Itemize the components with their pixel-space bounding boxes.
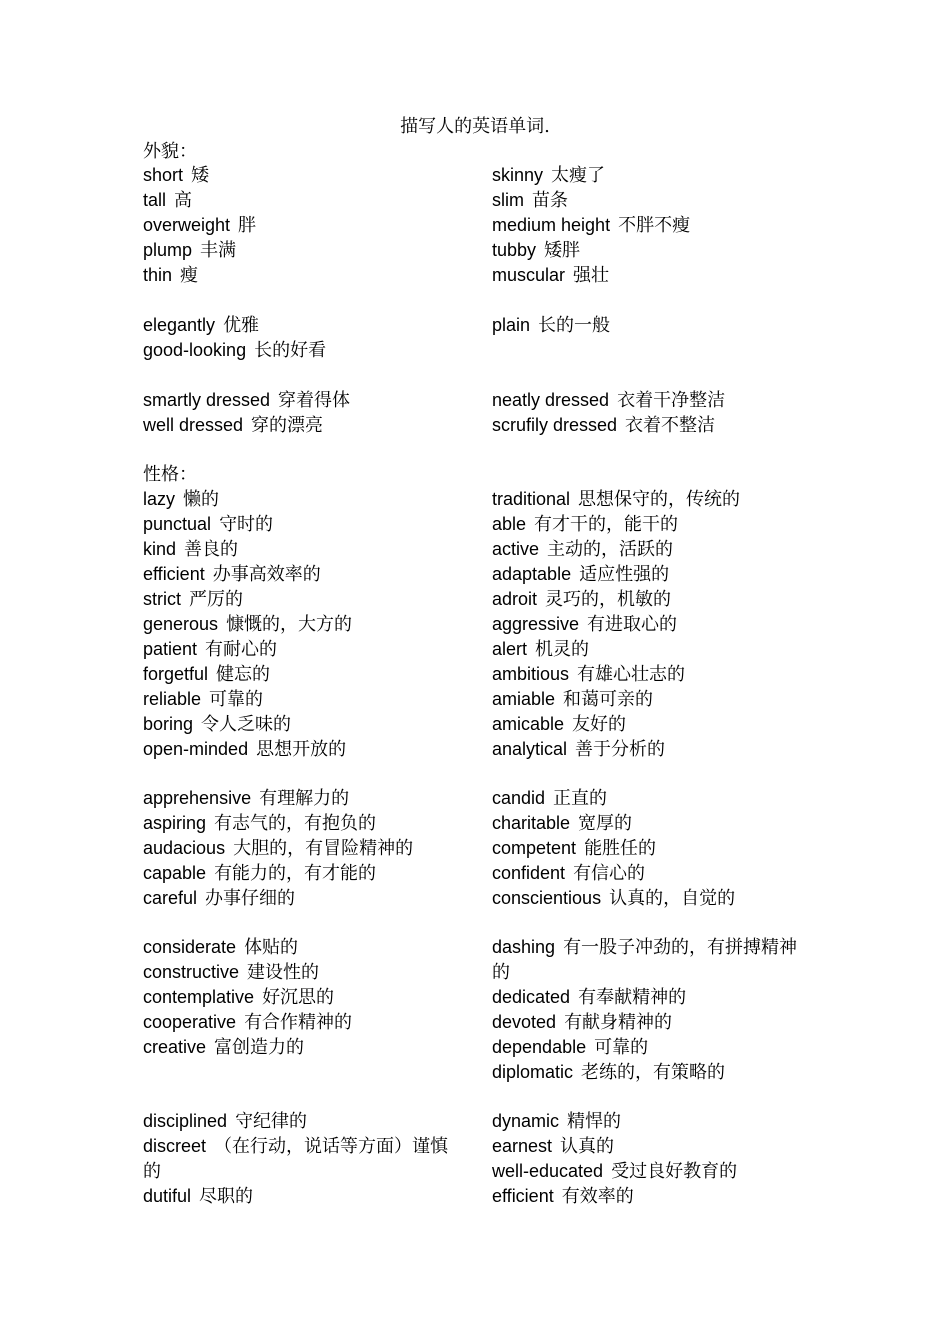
- chinese-meaning: 优雅: [223, 315, 260, 336]
- list-item: [492, 487, 807, 512]
- list-item: [143, 587, 463, 612]
- english-word: aggressive: [492, 614, 580, 634]
- chinese-meaning: 不胖不瘦: [618, 215, 691, 236]
- english-word: earnest: [492, 1136, 553, 1156]
- list-item: [143, 188, 463, 213]
- english-word: generous: [143, 614, 219, 634]
- list-item: [492, 637, 807, 662]
- list-item: [143, 487, 463, 512]
- chinese-meaning: 和蔼可亲的: [563, 689, 654, 710]
- list-item: [492, 537, 807, 562]
- list-item: [143, 786, 463, 811]
- english-word: capable: [143, 863, 207, 883]
- english-word: audacious: [143, 838, 226, 858]
- section-5-left-column: [143, 935, 463, 1060]
- english-word: patient: [143, 639, 198, 659]
- chinese-meaning: 强壮: [573, 265, 610, 286]
- list-item: [143, 861, 463, 886]
- list-item: [143, 1109, 463, 1134]
- english-word: constructive: [143, 962, 240, 982]
- chinese-meaning: 穿着得体: [278, 390, 351, 411]
- section-1-right-column: [492, 313, 807, 338]
- list-item: [143, 712, 463, 737]
- english-word: muscular: [492, 265, 566, 285]
- chinese-meaning: 有理解力的: [259, 788, 350, 809]
- english-word: plain: [492, 315, 531, 335]
- chinese-meaning: 有合作精神的: [244, 1012, 353, 1033]
- list-item: [492, 935, 807, 985]
- list-item: [492, 163, 807, 188]
- list-item: [492, 1010, 807, 1035]
- chinese-meaning: 矮: [191, 165, 210, 186]
- english-word: devoted: [492, 1012, 557, 1032]
- english-word: amicable: [492, 714, 565, 734]
- list-item: [143, 512, 463, 537]
- list-item: [492, 861, 807, 886]
- section-2-right-column: [492, 388, 807, 438]
- english-word: contemplative: [143, 987, 255, 1007]
- english-word: analytical: [492, 739, 568, 759]
- chinese-meaning: 胖: [238, 215, 257, 236]
- list-item: [143, 662, 463, 687]
- chinese-meaning: 有效率的: [561, 1186, 634, 1207]
- list-item: [143, 637, 463, 662]
- english-word: dynamic: [492, 1111, 560, 1131]
- english-word: adroit: [492, 589, 538, 609]
- english-word: punctual: [143, 514, 212, 534]
- chinese-meaning: 思想开放的: [256, 739, 347, 760]
- english-word: slim: [492, 190, 524, 210]
- section-1-left-column: [143, 313, 463, 363]
- english-word: overweight: [143, 215, 231, 235]
- list-item: [492, 612, 807, 637]
- chinese-meaning: 有耐心的: [205, 639, 278, 660]
- english-word: well-educated: [492, 1161, 604, 1181]
- chinese-meaning: 穿的漂亮: [251, 415, 324, 436]
- list-item: [492, 263, 807, 288]
- chinese-meaning: 丰满: [200, 240, 237, 261]
- english-word: discreet: [143, 1136, 207, 1156]
- english-word: skinny: [492, 165, 544, 185]
- english-word: charitable: [492, 813, 571, 833]
- list-item: [143, 960, 463, 985]
- list-item: [143, 886, 463, 911]
- list-item: [492, 512, 807, 537]
- list-item: [143, 562, 463, 587]
- english-word: amiable: [492, 689, 556, 709]
- list-item: [143, 985, 463, 1010]
- chinese-meaning: 衣着不整洁: [625, 415, 716, 436]
- list-item: [143, 737, 463, 762]
- chinese-meaning: 友好的: [572, 714, 627, 735]
- english-word: able: [492, 514, 527, 534]
- english-word: conscientious: [492, 888, 602, 908]
- chinese-meaning: 可靠的: [209, 689, 264, 710]
- english-word: lazy: [143, 489, 176, 509]
- chinese-meaning: 建设性的: [247, 962, 320, 983]
- chinese-meaning: 办事仔细的: [205, 888, 296, 909]
- english-word: candid: [492, 788, 546, 808]
- english-word: elegantly: [143, 315, 216, 335]
- list-item: [143, 935, 463, 960]
- list-item: [492, 238, 807, 263]
- english-word: efficient: [143, 564, 205, 584]
- chinese-meaning: 大胆的，有冒险精神的: [233, 838, 414, 859]
- english-word: well dressed: [143, 415, 244, 435]
- chinese-meaning: 好沉思的: [262, 987, 335, 1008]
- list-item: [492, 388, 807, 413]
- list-item: [143, 238, 463, 263]
- section-5-right-column: [492, 935, 807, 1085]
- chinese-meaning: 有献身精神的: [564, 1012, 673, 1033]
- english-word: efficient: [492, 1186, 554, 1206]
- english-word: adaptable: [492, 564, 572, 584]
- list-item: [492, 811, 807, 836]
- list-item: [492, 213, 807, 238]
- english-word: dependable: [492, 1037, 587, 1057]
- english-word: dashing: [492, 937, 556, 957]
- english-word: apprehensive: [143, 788, 252, 808]
- list-item: [143, 213, 463, 238]
- list-item: [143, 836, 463, 861]
- chinese-meaning: 懒的: [183, 489, 220, 510]
- chinese-meaning: 长的好看: [254, 340, 327, 361]
- chinese-meaning: 认真的，自觉的: [609, 888, 736, 909]
- chinese-meaning: 办事高效率的: [212, 564, 321, 585]
- chinese-meaning: 守纪律的: [235, 1111, 308, 1132]
- chinese-meaning: 富创造力的: [214, 1037, 305, 1058]
- list-item: [492, 687, 807, 712]
- chinese-meaning: 慷慨的，大方的: [226, 614, 353, 635]
- english-word: plump: [143, 240, 193, 260]
- list-item: [492, 737, 807, 762]
- chinese-meaning: 主动的，活跃的: [547, 539, 674, 560]
- chinese-meaning: 有能力的，有才能的: [214, 863, 377, 884]
- list-item: [492, 886, 807, 911]
- list-item: [492, 1159, 807, 1184]
- chinese-meaning: 有才干的，能干的: [534, 514, 679, 535]
- page-title: 描写人的英语单词.: [400, 116, 550, 137]
- chinese-meaning: 守时的: [219, 514, 274, 535]
- english-word: thin: [143, 265, 173, 285]
- chinese-meaning: 有志气的，有抱负的: [214, 813, 377, 834]
- chinese-meaning: 矮胖: [544, 240, 581, 261]
- list-item: [492, 313, 807, 338]
- section-6-right-column: [492, 1109, 807, 1209]
- section-0-left-column: [143, 163, 463, 288]
- list-item: [492, 1109, 807, 1134]
- english-word: dutiful: [143, 1186, 192, 1206]
- english-word: medium height: [492, 215, 611, 235]
- list-item: [492, 562, 807, 587]
- chinese-meaning: 高: [174, 190, 193, 211]
- list-item: [143, 163, 463, 188]
- english-word: confident: [492, 863, 566, 883]
- chinese-meaning: 善于分析的: [575, 739, 666, 760]
- english-word: strict: [143, 589, 181, 609]
- section-4-left-column: [143, 786, 463, 911]
- list-item: [492, 1060, 807, 1085]
- heading-appearance: 外貌：: [143, 141, 197, 162]
- chinese-meaning: 有雄心壮志的: [577, 664, 686, 685]
- list-item: [492, 413, 807, 438]
- chinese-meaning: 精悍的: [567, 1111, 622, 1132]
- list-item: [143, 338, 463, 363]
- english-word: reliable: [143, 689, 202, 709]
- list-item: [143, 263, 463, 288]
- list-item: [143, 537, 463, 562]
- chinese-meaning: 衣着干净整洁: [617, 390, 726, 411]
- english-word: considerate: [143, 937, 237, 957]
- chinese-meaning: 受过良好教育的: [611, 1161, 738, 1182]
- list-item: [492, 587, 807, 612]
- list-item: [143, 687, 463, 712]
- chinese-meaning: 老练的，有策略的: [581, 1062, 726, 1083]
- chinese-meaning: 长的一般: [538, 315, 611, 336]
- chinese-meaning: 认真的: [560, 1136, 615, 1157]
- list-item: [143, 811, 463, 836]
- chinese-meaning: 有进取心的: [587, 614, 678, 635]
- english-word: open-minded: [143, 739, 249, 759]
- chinese-meaning: 令人乏味的: [201, 714, 292, 735]
- english-word: traditional: [492, 489, 571, 509]
- chinese-meaning: 苗条: [532, 190, 568, 211]
- list-item: [492, 985, 807, 1010]
- english-word: diplomatic: [492, 1062, 574, 1082]
- chinese-meaning: 能胜任的: [584, 838, 657, 859]
- list-item: [492, 712, 807, 737]
- english-word: careful: [143, 888, 198, 908]
- section-2-left-column: [143, 388, 463, 438]
- chinese-meaning: 正直的: [553, 788, 608, 809]
- english-word: dedicated: [492, 987, 571, 1007]
- english-word: cooperative: [143, 1012, 237, 1032]
- english-word: boring: [143, 714, 194, 734]
- english-word: disciplined: [143, 1111, 228, 1131]
- list-item: [492, 786, 807, 811]
- english-word: neatly dressed: [492, 390, 610, 410]
- english-word: tubby: [492, 240, 537, 260]
- heading-personality: 性格：: [143, 464, 197, 485]
- list-item: [492, 1134, 807, 1159]
- english-word: scrufily dressed: [492, 415, 618, 435]
- list-item: [492, 1035, 807, 1060]
- chinese-meaning: 有信心的: [573, 863, 646, 884]
- list-item: [492, 1184, 807, 1209]
- section-4-right-column: [492, 786, 807, 911]
- english-word: good-looking: [143, 340, 247, 360]
- list-item: [143, 1134, 463, 1184]
- section-6-left-column: [143, 1109, 463, 1209]
- english-word: tall: [143, 190, 167, 210]
- chinese-meaning: 体贴的: [244, 937, 299, 958]
- list-item: [143, 313, 463, 338]
- english-word: active: [492, 539, 540, 559]
- chinese-meaning: 健忘的: [216, 664, 271, 685]
- english-word: aspiring: [143, 813, 207, 833]
- list-item: [143, 1010, 463, 1035]
- list-item: [143, 388, 463, 413]
- chinese-meaning: 可靠的: [594, 1037, 649, 1058]
- section-0-right-column: [492, 163, 807, 288]
- chinese-meaning: 有一股子冲劲的，有拼搏精神的: [492, 937, 798, 983]
- chinese-meaning: 有奉献精神的: [578, 987, 687, 1008]
- english-word: forgetful: [143, 664, 209, 684]
- english-word: ambitious: [492, 664, 570, 684]
- english-word: kind: [143, 539, 177, 559]
- list-item: [143, 1035, 463, 1060]
- chinese-meaning: 太瘦了: [551, 165, 606, 186]
- list-item: [143, 1184, 463, 1209]
- english-word: smartly dressed: [143, 390, 271, 410]
- list-item: [492, 188, 807, 213]
- english-word: creative: [143, 1037, 207, 1057]
- list-item: [492, 836, 807, 861]
- english-word: competent: [492, 838, 577, 858]
- chinese-meaning: （在行动，说话等方面）谨慎的: [143, 1136, 449, 1182]
- chinese-meaning: 灵巧的，机敏的: [545, 589, 672, 610]
- list-item: [143, 413, 463, 438]
- chinese-meaning: 瘦: [180, 265, 199, 286]
- list-item: [143, 612, 463, 637]
- chinese-meaning: 思想保守的，传统的: [578, 489, 741, 510]
- english-word: short: [143, 165, 184, 185]
- chinese-meaning: 适应性强的: [579, 564, 670, 585]
- section-3-left-column: [143, 487, 463, 762]
- english-word: alert: [492, 639, 528, 659]
- chinese-meaning: 尽职的: [199, 1186, 254, 1207]
- chinese-meaning: 严厉的: [189, 589, 243, 610]
- section-3-right-column: [492, 487, 807, 762]
- list-item: [492, 662, 807, 687]
- chinese-meaning: 善良的: [184, 539, 239, 560]
- chinese-meaning: 宽厚的: [578, 813, 633, 834]
- chinese-meaning: 机灵的: [535, 639, 590, 660]
